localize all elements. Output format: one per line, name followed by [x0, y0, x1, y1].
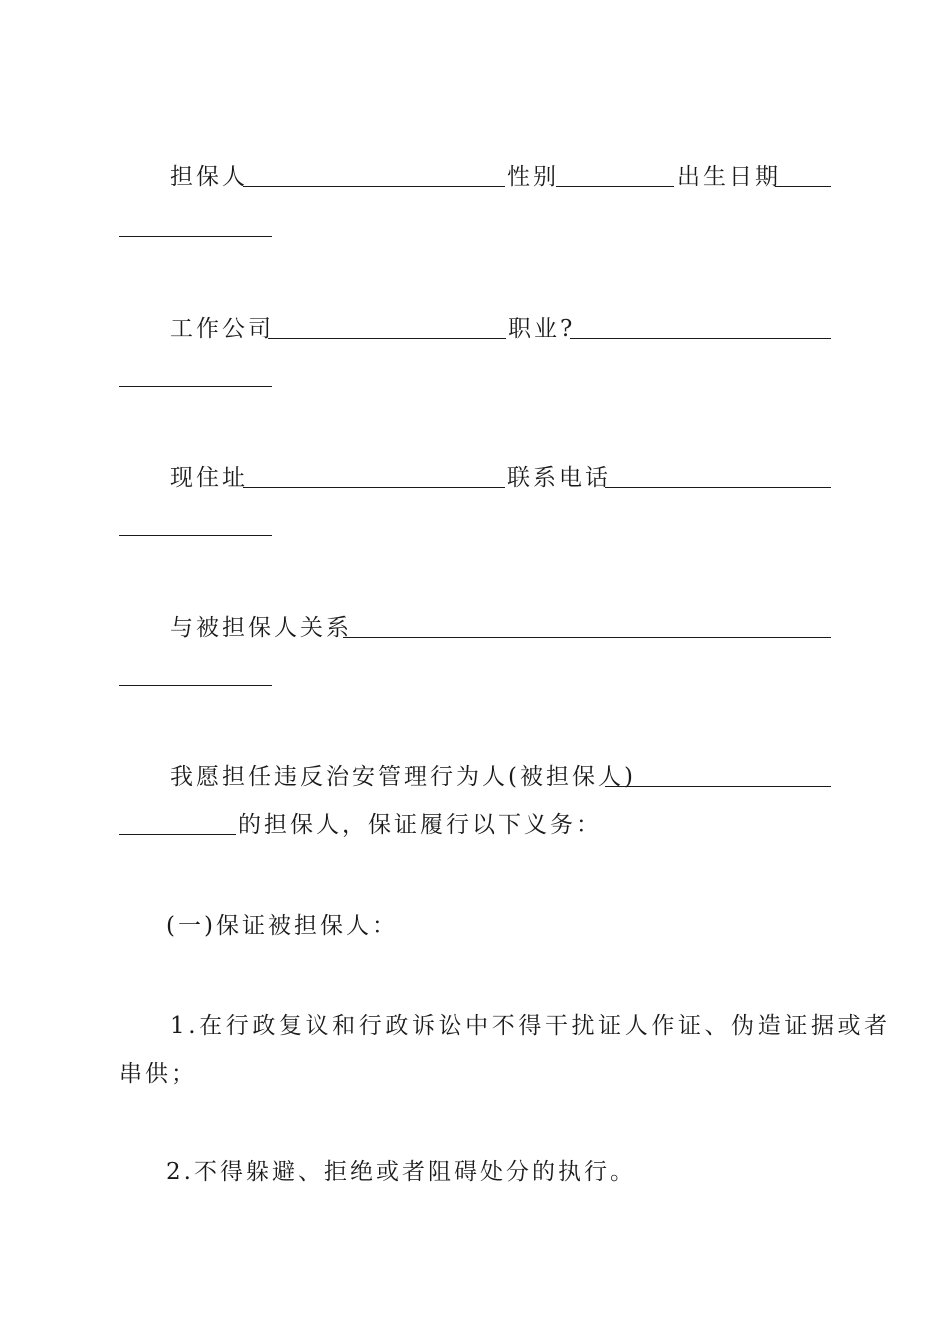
guaranteed-person-blank[interactable]	[605, 786, 831, 787]
employer-label: 工作公司	[170, 316, 274, 342]
occupation-blank-continued[interactable]	[119, 386, 272, 387]
guarantor-label: 担保人	[170, 164, 248, 190]
phone-blank[interactable]	[605, 487, 831, 488]
gender-blank[interactable]	[556, 186, 674, 187]
guaranteed-person-blank-continued[interactable]	[119, 834, 236, 835]
occupation-blank[interactable]	[570, 338, 831, 339]
birth-date-label: 出生日期	[677, 164, 781, 190]
address-blank[interactable]	[243, 487, 505, 488]
relation-label: 与被担保人关系	[170, 615, 352, 641]
birth-date-blank[interactable]	[775, 186, 831, 187]
phone-blank-continued[interactable]	[119, 535, 272, 536]
section-title: (一)保证被担保人：	[166, 913, 398, 939]
pledge-text-line2: 的担保人，保证履行以下义务：	[238, 812, 602, 838]
birth-date-blank-continued[interactable]	[119, 236, 272, 237]
relation-blank[interactable]	[343, 637, 831, 638]
address-label: 现住址	[170, 465, 248, 491]
pledge-text-line1: 我愿担任违反治安管理行为人(被担保人)	[170, 764, 636, 790]
occupation-label: 职业?	[508, 316, 576, 342]
relation-blank-continued[interactable]	[119, 685, 272, 686]
item-1-line2: 串供；	[119, 1061, 197, 1087]
employer-blank[interactable]	[268, 338, 506, 339]
gender-label: 性别	[507, 164, 559, 190]
phone-label: 联系电话	[507, 465, 611, 491]
guarantor-name-blank[interactable]	[243, 186, 505, 187]
item-2: 2.不得躲避、拒绝或者阻碍处分的执行。	[166, 1159, 636, 1185]
item-1-line1: 1.在行政复议和行政诉讼中不得干扰证人作证、伪造证据或者	[170, 1013, 891, 1039]
